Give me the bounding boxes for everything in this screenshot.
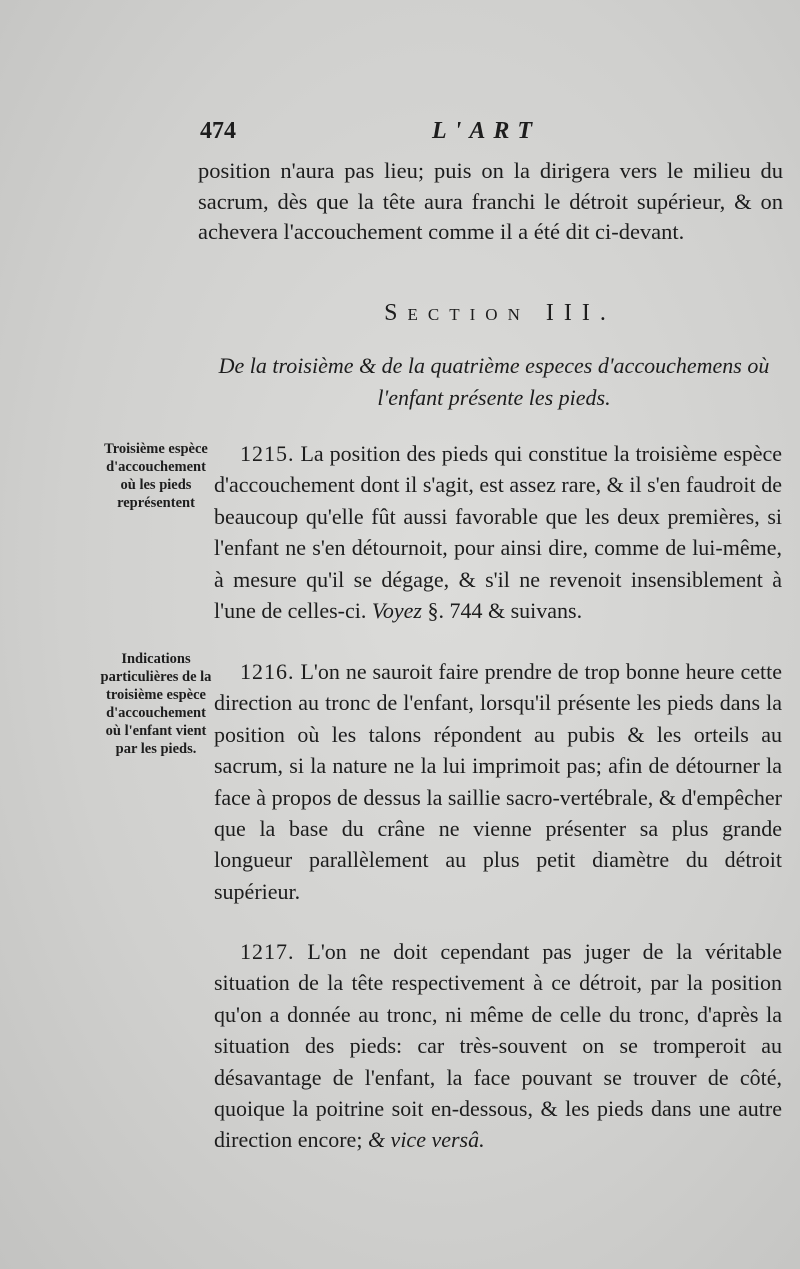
continuation-paragraph: position n'aura pas lieu; puis on la dirigera vers le milieu du sacrum, dès que la tête aura franchi le détroit supérieur, & on achevera l'accouchement comme il a été dit ci-devant. — [198, 158, 783, 245]
section-heading: Section III. — [384, 300, 616, 326]
paragraph-number: 1217. — [240, 939, 295, 964]
paragraph-text: La position des pieds qui constitue la troisième espèce d'accouchement dont il s'agit, est assez rare, & il s'en faudroit de beaucoup qu'elle fût aussi favorable que les deux premières, si l'enfant ne s'en détournoit, pour ainsi dire, comme de lui-même, à mesure qu'il se dégage, & s'il ne revenoit insensiblement à l'une de celles-ci. — [214, 441, 782, 624]
cross-reference: §. 744 & suivans. — [427, 598, 583, 624]
paragraph-1217 — [214, 936, 782, 1156]
paragraph-number: 1215. — [240, 441, 295, 466]
paragraph-ending: & vice versâ. — [367, 1127, 485, 1153]
paragraph-text: L'on ne sauroit faire prendre de trop bonne heure cette direction au tronc de l'enfant, lorsqu'il présente les pieds dans la position où les talons répondent au pubis & les orteils au sacrum, si la nature ne la lui imprimoit pas; afin de détourner la face à propos de dessus la saillie sacro-vertébrale, & d'empêcher que la base du crâne ne vienne présenter sa plus grande longueur parallèlement au plus petit diamètre du détroit supérieur. — [214, 659, 782, 904]
margin-note-1216: Indications particulières de la troisième espèce d'accouchement où l'enfant vient par les pieds. — [100, 651, 212, 757]
cross-reference-label: Voyez — [371, 598, 422, 624]
page-number: 474 — [200, 118, 236, 144]
section-subtitle: De la troisième & de la quatrième especes d'accouchemens où l'enfant présente les pieds. — [218, 353, 770, 410]
running-title: L'ART — [432, 118, 541, 144]
paragraph-1215 — [214, 438, 782, 626]
paragraph-number: 1216. — [240, 659, 295, 684]
running-head — [200, 118, 760, 148]
paragraph-text: L'on ne doit cependant pas juger de la véritable situation de la tête respectivement à ce détroit, par la position qu'on a donnée au tronc, ni même de celle du tronc, d'après la situation des pieds: car très-souvent on se tromperoit au désavantage de l'enfant, la face pouvant se trouver de côté, quoique la poitrine soit en-dessous, & les pieds dans une autre direction encore; — [214, 939, 782, 1153]
paragraph-1216 — [214, 656, 782, 907]
margin-note-1215: Troisième espèce d'accouchement où les pieds représentent — [104, 441, 208, 511]
